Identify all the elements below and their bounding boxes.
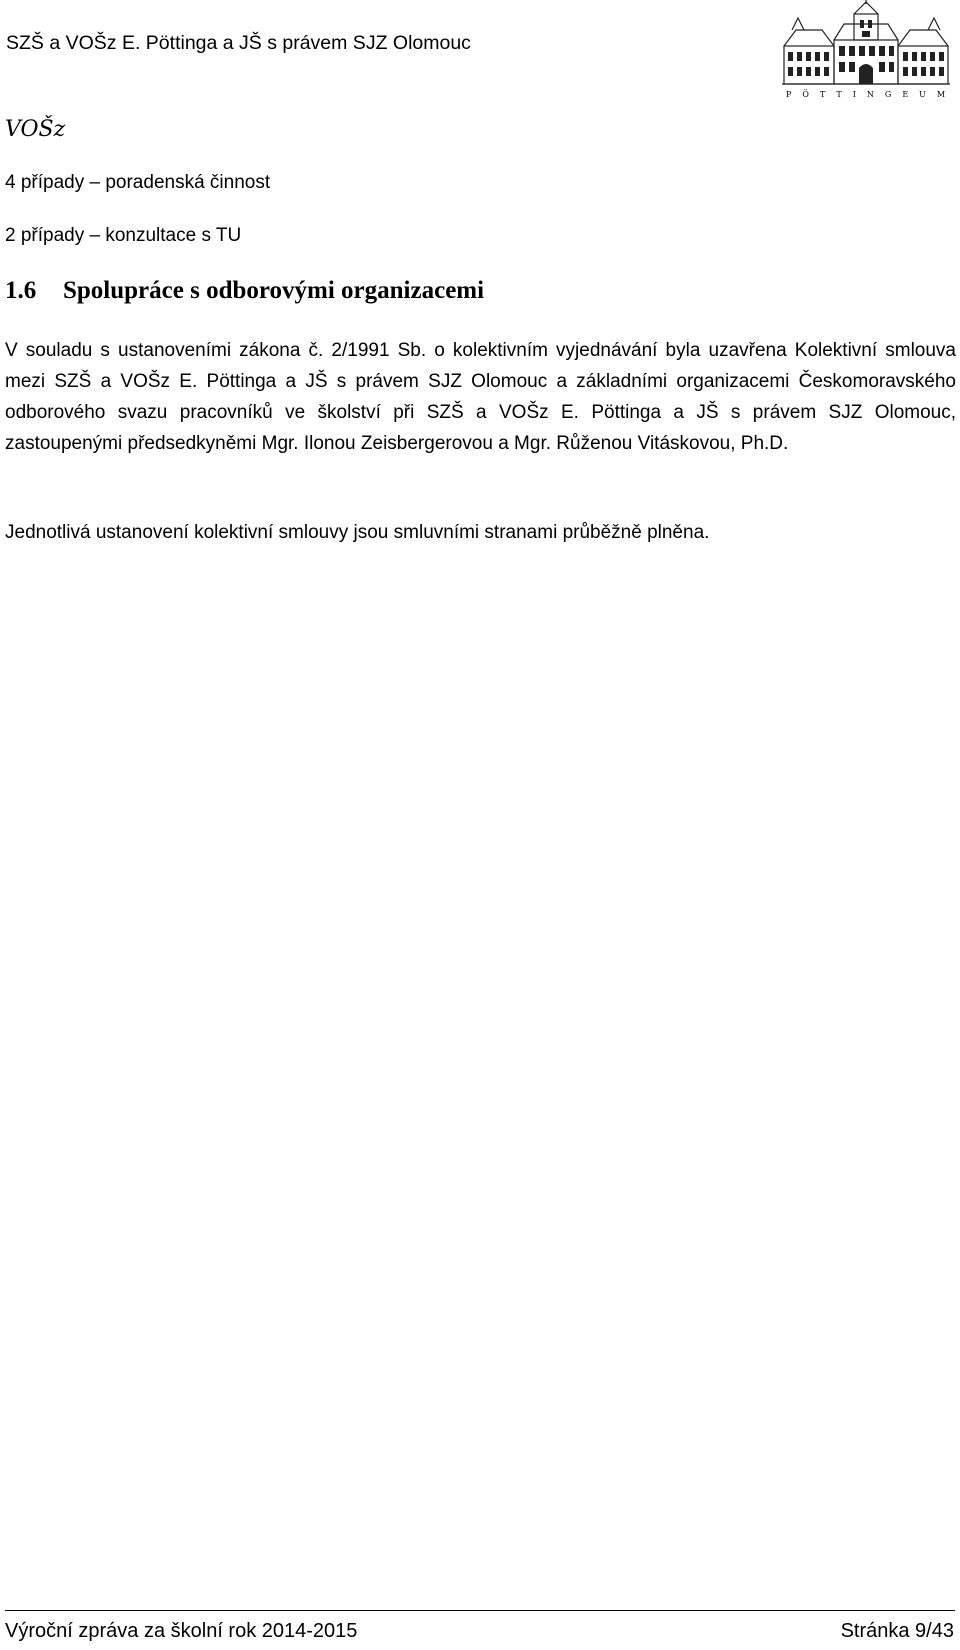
section-title: Spolupráce s odborovými organizacemi	[63, 277, 485, 304]
school-logo	[778, 0, 957, 106]
page-number: Stránka 9/43	[840, 1620, 954, 1642]
footer-divider	[5, 1610, 955, 1611]
paragraph: V souladu s ustanoveními zákona č. 2/1991 Sb. o kolektivním vyjednávání byla uzavřena Kolektivní smlouva mezi SZŠ a VOŠz E. Pöttinga a JŠ s právem SJZ Olomouc a základními organizacemi Českomoravského odborového svazu pracovníků ve školství při SZŠ a VOŠz E. Pöttinga a JŠ s právem SJZ Olomouc, zastoupenými předsedkyněmi Mgr. Ilonou Zeisbergerovou a Mgr. Růženou Vitáskovou, Ph.D.	[5, 340, 956, 454]
page-footer	[0, 1610, 960, 1650]
footer-report-title: Výroční zpráva za školní rok 2014-2015	[5, 1620, 358, 1642]
section-number: 1.6	[5, 277, 37, 304]
header-title: SZŠ a VOŠz E. Pöttinga a JŠ s právem SJZ Olomouc	[6, 32, 471, 54]
page-header	[0, 0, 960, 110]
list-item: 2 případy – konzultace s TU	[5, 225, 242, 246]
paragraph: Jednotlivá ustanovení kolektivní smlouvy jsou smluvními stranami průběžně plněna.	[5, 522, 710, 543]
section-label: VOŠz	[5, 117, 66, 142]
logo-caption: PÖTTINGEUM	[786, 90, 957, 99]
list-item: 4 případy – poradenská činnost	[5, 172, 271, 193]
section-heading	[5, 276, 484, 306]
